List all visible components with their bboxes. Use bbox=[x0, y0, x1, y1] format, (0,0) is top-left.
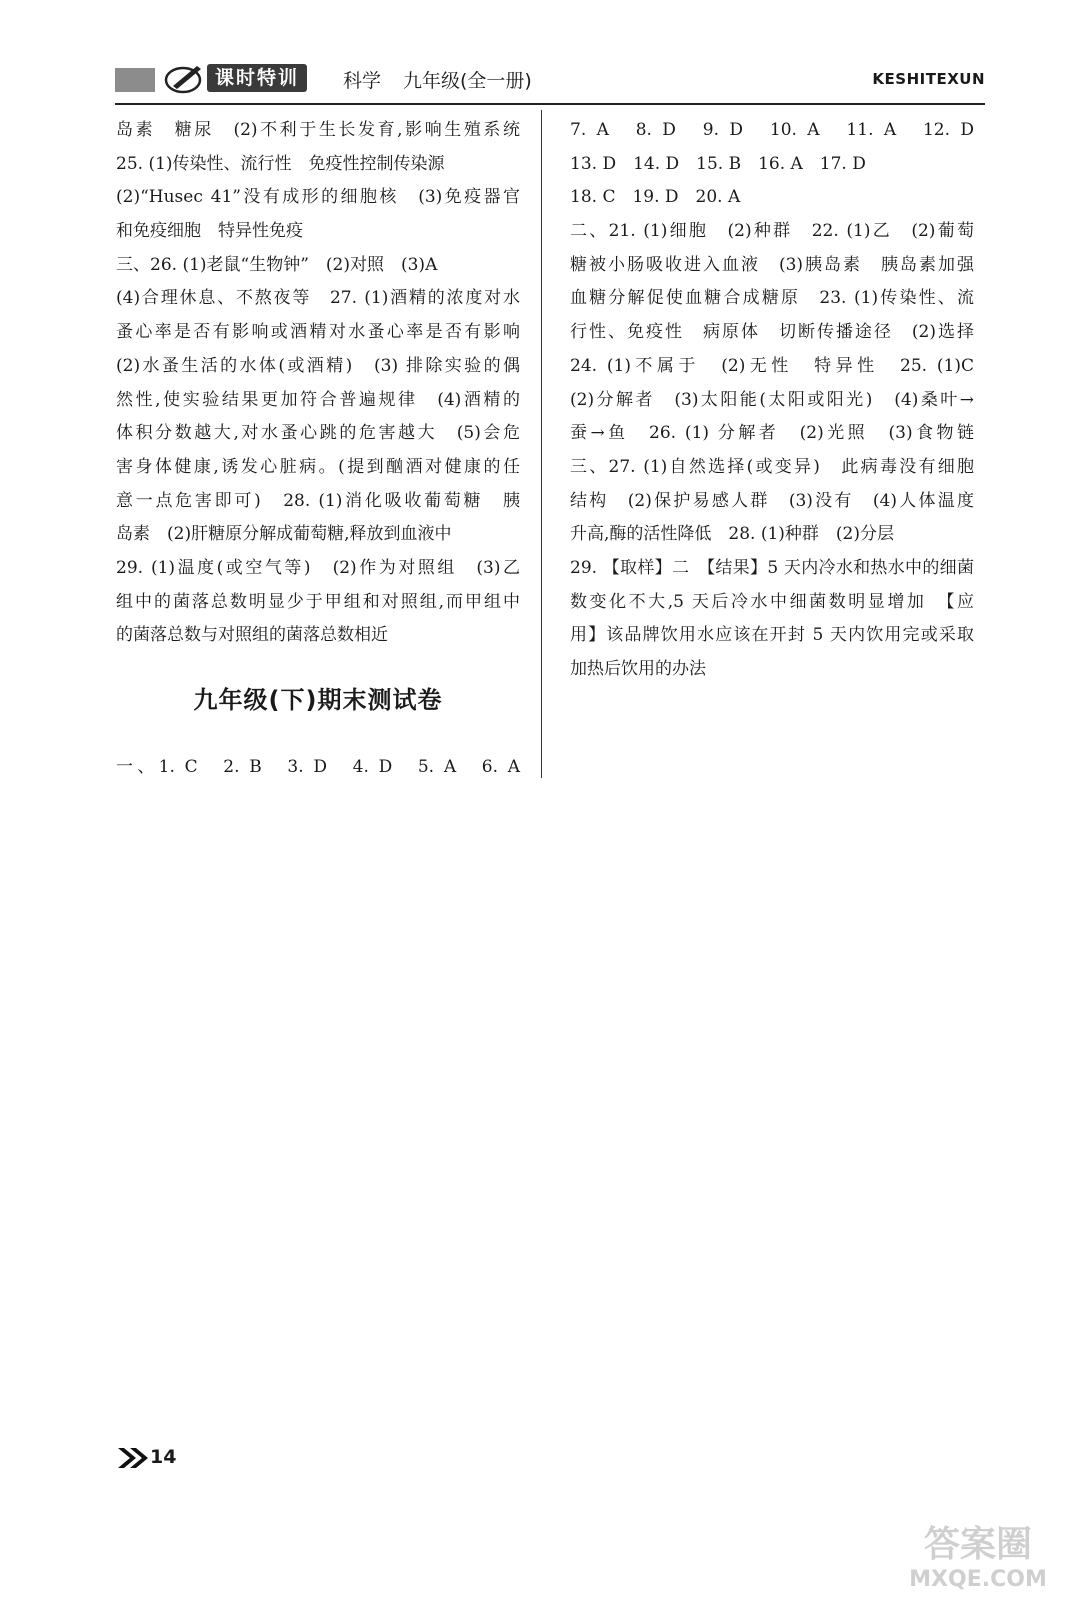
answer-line: 然性,使实验结果更加符合普遍规律 (4)酒精的 bbox=[116, 389, 520, 410]
page-number: 14 bbox=[150, 1446, 177, 1468]
answer-line: 29. (1)温度(或空气等) (2)作为对照组 (3)乙 bbox=[116, 557, 520, 578]
answer-line: 害身体健康,诱发心脏病。(提到酗酒对健康的任 bbox=[116, 456, 520, 477]
right-column bbox=[570, 114, 974, 687]
multiple-choice-answers-row: 一、1. C 2. B 3. D 4. D 5. A 6. A bbox=[116, 757, 520, 777]
answer-line: (4)合理休息、不熬夜等 27. (1)酒精的浓度对水 bbox=[116, 288, 520, 309]
answer-line: (2)水蚤生活的水体(或酒精) (3) 排除实验的偶 bbox=[116, 355, 520, 376]
page-header bbox=[115, 60, 985, 100]
answer-line: 和免疫细胞 特异性免疫 bbox=[116, 221, 303, 242]
exam-section-title: 九年级(下)期末测试卷 bbox=[193, 686, 443, 714]
answer-line: 的菌落总数与对照组的菌落总数相近 bbox=[116, 625, 388, 646]
answer-line: 血糖分解促使血糖合成糖原 23. (1)传染性、流 bbox=[570, 288, 974, 309]
answer-line: 29. 【取样】二 【结果】5 天内冷水和热水中的细菌 bbox=[570, 557, 974, 578]
header-rule bbox=[115, 103, 985, 105]
answer-line: 结构 (2)保护易感人群 (3)没有 (4)人体温度 bbox=[570, 490, 974, 511]
left-column bbox=[116, 114, 520, 653]
series-english-label: KESHITEXUN bbox=[872, 70, 985, 88]
column-divider bbox=[541, 110, 542, 778]
grade-label: 九年级(全一册) bbox=[403, 70, 532, 92]
double-chevron-right-icon bbox=[116, 1446, 150, 1470]
answer-line: (2)分解者 (3)太阳能(太阳或阳光) (4)桑叶→ bbox=[570, 389, 974, 410]
answer-line: 13. D 14. D 15. B 16. A 17. D bbox=[570, 153, 866, 174]
answer-line: 二、21. (1)细胞 (2)种群 22. (1)乙 (2)葡萄 bbox=[570, 221, 974, 242]
subject-label: 科学 bbox=[343, 70, 382, 92]
answer-line: 意一点危害即可) 28. (1)消化吸收葡萄糖 胰 bbox=[116, 490, 520, 511]
answer-line: 岛素 糖尿 (2)不利于生长发育,影响生殖系统 bbox=[116, 120, 520, 140]
watermark-logo bbox=[893, 1512, 1063, 1592]
answer-line: 糖被小肠吸收进入血液 (3)胰岛素 胰岛素加强 bbox=[570, 254, 974, 275]
answer-line: 升高,酶的活性降低 28. (1)种群 (2)分层 bbox=[570, 524, 895, 545]
answer-line: 行性、免疫性 病原体 切断传播途径 (2)选择 bbox=[570, 322, 974, 343]
answer-line: 加热后饮用的办法 bbox=[570, 659, 706, 679]
answer-line: 三、27. (1)自然选择(或变异) 此病毒没有细胞 bbox=[570, 456, 974, 477]
brand-title: 课时特训 bbox=[207, 64, 307, 92]
answer-line: 岛素 (2)肝糖原分解成葡萄糖,释放到血液中 bbox=[116, 524, 452, 545]
answer-line: 18. C 19. D 20. A bbox=[570, 187, 741, 208]
answer-line: 体积分数越大,对水蚤心跳的危害越大 (5)会危 bbox=[116, 423, 520, 444]
answer-line: 25. (1)传染性、流行性 免疫性控制传染源 bbox=[116, 153, 445, 174]
answer-line: 三、26. (1)老鼠“生物钟” (2)对照 (3)A bbox=[116, 254, 438, 275]
answer-line: 7. A 8. D 9. D 10. A 11. A 12. D bbox=[570, 120, 974, 140]
svg-text:MXQE.COM: MXQE.COM bbox=[909, 1567, 1047, 1592]
answer-line: 数变化不大,5 天后冷水中细菌数明显增加 【应 bbox=[570, 591, 974, 612]
pen-logo-icon bbox=[163, 60, 207, 96]
header-grey-block bbox=[115, 68, 155, 92]
answer-line: 蚕→鱼 26. (1) 分解者 (2)光照 (3)食物链 bbox=[570, 423, 974, 444]
answer-line: 用】该品牌饮用水应该在开封 5 天内饮用完或采取 bbox=[570, 625, 974, 646]
answer-line: 蚤心率是否有影响或酒精对水蚤心率是否有影响 bbox=[116, 322, 520, 343]
answer-line: (2)“Husec 41”没有成形的细胞核 (3)免疫器官 bbox=[116, 187, 520, 208]
answer-line: 24. (1)不属于 (2)无性 特异性 25. (1)C bbox=[570, 355, 974, 376]
svg-text:答案圈: 答案圈 bbox=[923, 1524, 1033, 1565]
answer-line: 组中的菌落总数明显少于甲组和对照组,而甲组中 bbox=[116, 591, 520, 612]
